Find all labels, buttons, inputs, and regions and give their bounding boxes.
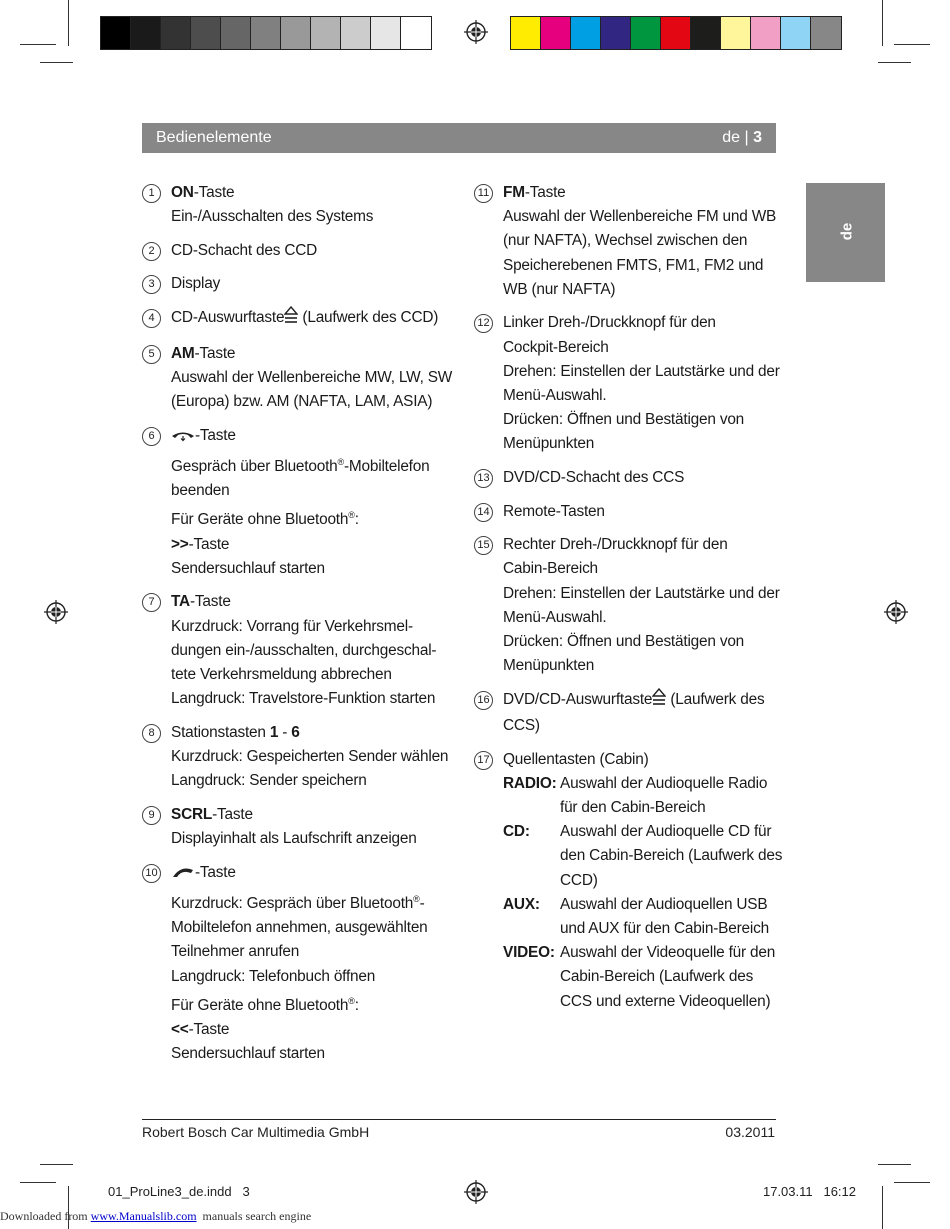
calibration-swatch — [191, 17, 221, 49]
item-line: DVD/CD-Schacht des CCS — [503, 469, 685, 487]
section-header — [142, 123, 776, 153]
calibration-swatch — [131, 17, 161, 49]
control-list-item — [474, 181, 784, 302]
calibration-swatch — [541, 17, 571, 49]
section-title: Bedienelemente — [156, 129, 272, 146]
source-key-label: CD: — [503, 823, 530, 841]
calibration-swatch — [721, 17, 751, 49]
eject-icon — [652, 688, 666, 714]
item-number-badge: 9 — [142, 806, 161, 825]
item-line: Auswahl der Wellenbereiche MW, LW, SW — [171, 368, 453, 386]
crop-mark — [40, 1164, 73, 1165]
item-number-badge: 17 — [474, 751, 493, 770]
item-line: CCS) — [503, 717, 540, 735]
manualslib-link[interactable]: www.Manualslib.com — [90, 1209, 197, 1223]
item-line: und AUX für den Cabin-Bereich — [560, 920, 769, 938]
slug-timestamp: 17.03.11 16:12 — [762, 1184, 856, 1199]
calibration-swatch — [281, 17, 311, 49]
item-line: ON-Taste — [171, 184, 235, 201]
registration-mark-icon — [464, 1180, 488, 1204]
item-line: Auswahl der Audioquelle Radio — [560, 774, 768, 792]
item-number-badge: 7 — [142, 593, 161, 612]
item-line: -Taste — [171, 861, 452, 887]
source-key-description — [560, 820, 784, 893]
calibration-swatch — [401, 17, 431, 49]
item-line: CCS und externe Videoquellen) — [560, 992, 771, 1010]
item-line: Drehen: Einstellen der Lautstärke und der — [503, 584, 780, 602]
item-line: Für Geräte ohne Bluetooth®: — [171, 510, 359, 529]
footer-date: 03.2011 — [725, 1124, 775, 1140]
registration-mark-icon — [464, 20, 488, 44]
item-line: Sendersuchlauf starten — [171, 1045, 325, 1063]
item-line: -Taste — [171, 424, 452, 450]
item-line: (nur NAFTA), Wechsel zwischen den — [503, 232, 748, 250]
calibration-swatch — [751, 17, 781, 49]
item-line: <<-Taste — [171, 1021, 230, 1039]
item-line: Auswahl der Audioquellen USB — [560, 895, 768, 913]
item-line: FM-Taste — [503, 184, 566, 201]
source-key-label: RADIO: — [503, 774, 557, 792]
slug-filename: 01_ProLine3_de.indd 3 — [108, 1184, 250, 1199]
source-key-description — [560, 772, 784, 820]
item-line: Menü-Auswahl. — [503, 608, 607, 626]
item-line: den Cabin-Bereich (Laufwerk des — [560, 847, 783, 865]
item-line: AM-Taste — [171, 344, 236, 362]
item-line: (Europa) bzw. AM (NAFTA, LAM, ASIA) — [171, 392, 433, 410]
control-list-item — [142, 861, 452, 1067]
control-list-item — [142, 803, 452, 851]
item-number-badge: 15 — [474, 536, 493, 555]
page-indicator — [722, 129, 762, 147]
item-line: Display — [171, 275, 221, 293]
item-line: Langdruck: Travelstore-Funktion starten — [171, 690, 436, 708]
item-line: TA-Taste — [171, 593, 231, 611]
item-line: Mobiltelefon annehmen, ausgewählten — [171, 919, 428, 937]
download-prefix: Downloaded from — [0, 1209, 91, 1223]
download-notice — [0, 1209, 311, 1224]
item-line: Drücken: Öffnen und Bestätigen von — [503, 633, 745, 651]
calibration-swatch — [601, 17, 631, 49]
item-line: Langdruck: Telefonbuch öffnen — [171, 967, 376, 985]
crop-mark — [878, 62, 911, 63]
item-number-badge: 10 — [142, 864, 161, 883]
item-line: Ein-/Ausschalten des Systems — [171, 208, 374, 226]
item-line: Sendersuchlauf starten — [171, 559, 325, 577]
calibration-swatch — [371, 17, 401, 49]
control-list-item — [142, 272, 452, 296]
source-key-row — [503, 820, 784, 893]
calibration-swatch — [571, 17, 601, 49]
item-line: Drehen: Einstellen der Lautstärke und der — [503, 362, 780, 380]
control-list-item — [474, 533, 784, 678]
control-list-item — [142, 239, 452, 263]
calibration-swatch — [781, 17, 811, 49]
calibration-swatch — [221, 17, 251, 49]
crop-mark — [68, 0, 69, 46]
item-line: CD-Auswurftaste (Laufwerk des CCD) — [171, 306, 452, 332]
left-column — [142, 181, 452, 1076]
language-tab-label: de — [838, 222, 856, 241]
item-line: Remote-Tasten — [503, 502, 605, 520]
control-list-item — [474, 688, 784, 738]
item-line: Langdruck: Sender speichern — [171, 772, 367, 790]
item-line: Stationstasten 1 - 6 — [171, 723, 300, 741]
crop-mark — [894, 1182, 930, 1183]
calibration-swatch — [311, 17, 341, 49]
source-key-description — [560, 893, 784, 941]
eject-icon — [284, 306, 298, 332]
item-line: Auswahl der Wellenbereiche FM und WB — [503, 208, 777, 226]
item-line: Speicherebenen FMTS, FM1, FM2 und — [503, 256, 764, 274]
item-line: Kurzdruck: Gespeicherten Sender wählen — [171, 748, 449, 766]
pick-up-phone-icon — [171, 863, 195, 887]
item-number-badge: 16 — [474, 691, 493, 710]
source-key-description — [560, 941, 784, 1014]
control-list-item — [142, 590, 452, 711]
item-line: Kurzdruck: Vorrang für Verkehrsmel- — [171, 617, 413, 635]
item-line: SCRL-Taste — [171, 805, 253, 823]
item-line: Für Geräte ohne Bluetooth®: — [171, 995, 359, 1014]
item-line: tete Verkehrsmeldung abbrechen — [171, 666, 392, 684]
control-list-item — [142, 424, 452, 581]
item-line: WB (nur NAFTA) — [503, 280, 616, 298]
source-key-label: VIDEO: — [503, 944, 555, 962]
color-calibration-bar — [510, 16, 842, 50]
calibration-swatch — [811, 17, 841, 49]
crop-mark — [20, 1182, 56, 1183]
source-key-row — [503, 893, 784, 941]
item-line: CCD) — [560, 871, 598, 889]
item-line: Linker Dreh-/Druckknopf für den — [503, 314, 716, 332]
download-suffix: manuals search engine — [196, 1209, 312, 1223]
calibration-swatch — [661, 17, 691, 49]
item-line: Auswahl der Videoquelle für den — [560, 944, 776, 962]
control-list-item — [142, 306, 452, 332]
crop-mark — [882, 0, 883, 46]
calibration-swatch — [101, 17, 131, 49]
control-list-item — [474, 500, 784, 524]
grayscale-calibration-bar — [100, 16, 432, 50]
source-key-row — [503, 941, 784, 1014]
calibration-swatch — [511, 17, 541, 49]
page-number: 3 — [753, 129, 762, 146]
calibration-swatch — [341, 17, 371, 49]
control-list-item — [474, 311, 784, 456]
item-number-badge: 14 — [474, 503, 493, 522]
right-column — [474, 181, 784, 1023]
footer-divider — [142, 1119, 776, 1120]
item-line: Gespräch über Bluetooth®-Mobiltelefon — [171, 456, 430, 475]
item-line: Menüpunkten — [503, 435, 595, 453]
hang-up-phone-icon — [171, 426, 195, 450]
crop-mark — [894, 44, 930, 45]
source-key-label: AUX: — [503, 895, 540, 913]
item-number-badge: 12 — [474, 314, 493, 333]
item-line: Teilnehmer anrufen — [171, 943, 300, 961]
item-number-badge: 3 — [142, 275, 161, 294]
item-line: >>-Taste — [171, 535, 230, 553]
item-line: DVD/CD-Auswurftaste (Laufwerk des — [503, 688, 784, 714]
item-number-badge: 13 — [474, 469, 493, 488]
language-tab — [806, 183, 885, 282]
item-line: Auswahl der Audioquelle CD für — [560, 823, 772, 841]
calibration-swatch — [691, 17, 721, 49]
calibration-swatch — [161, 17, 191, 49]
item-line: Menüpunkten — [503, 657, 595, 675]
item-line: dungen ein-/ausschalten, durchgeschal- — [171, 641, 437, 659]
item-line: Cabin-Bereich (Laufwerk des — [560, 968, 754, 986]
control-list-item — [474, 748, 784, 1014]
language-code: de — [722, 129, 741, 146]
item-line: Drücken: Öffnen und Bestätigen von — [503, 411, 745, 429]
control-list-item — [142, 181, 452, 229]
source-key-row — [503, 772, 784, 820]
item-number-badge: 6 — [142, 427, 161, 446]
crop-mark — [882, 1186, 883, 1229]
item-line: Rechter Dreh-/Druckknopf für den — [503, 536, 728, 554]
item-number-badge: 11 — [474, 184, 493, 203]
control-list-item — [474, 466, 784, 490]
separator: | — [744, 129, 749, 146]
item-line: Quellentasten (Cabin) — [503, 750, 649, 768]
item-line: Kurzdruck: Gespräch über Bluetooth®- — [171, 893, 425, 912]
calibration-swatch — [631, 17, 661, 49]
crop-mark — [40, 62, 73, 63]
crop-mark — [878, 1164, 911, 1165]
crop-mark — [20, 44, 56, 45]
control-list-item — [142, 342, 452, 415]
item-number-badge: 1 — [142, 184, 161, 203]
item-number-badge: 5 — [142, 345, 161, 364]
item-line: CD-Schacht des CCD — [171, 241, 318, 259]
control-list-item — [142, 721, 452, 794]
item-number-badge: 4 — [142, 309, 161, 328]
item-line: Displayinhalt als Laufschrift anzeigen — [171, 830, 417, 848]
item-line: für den Cabin-Bereich — [560, 799, 706, 817]
item-line: Cockpit-Bereich — [503, 338, 609, 356]
item-line: Menü-Auswahl. — [503, 387, 607, 405]
calibration-swatch — [251, 17, 281, 49]
registration-mark-icon — [884, 600, 908, 624]
item-number-badge: 8 — [142, 724, 161, 743]
footer-company: Robert Bosch Car Multimedia GmbH — [142, 1124, 370, 1140]
registration-mark-icon — [44, 600, 68, 624]
item-number-badge: 2 — [142, 242, 161, 261]
item-line: Cabin-Bereich — [503, 560, 598, 578]
item-line: beenden — [171, 482, 230, 500]
